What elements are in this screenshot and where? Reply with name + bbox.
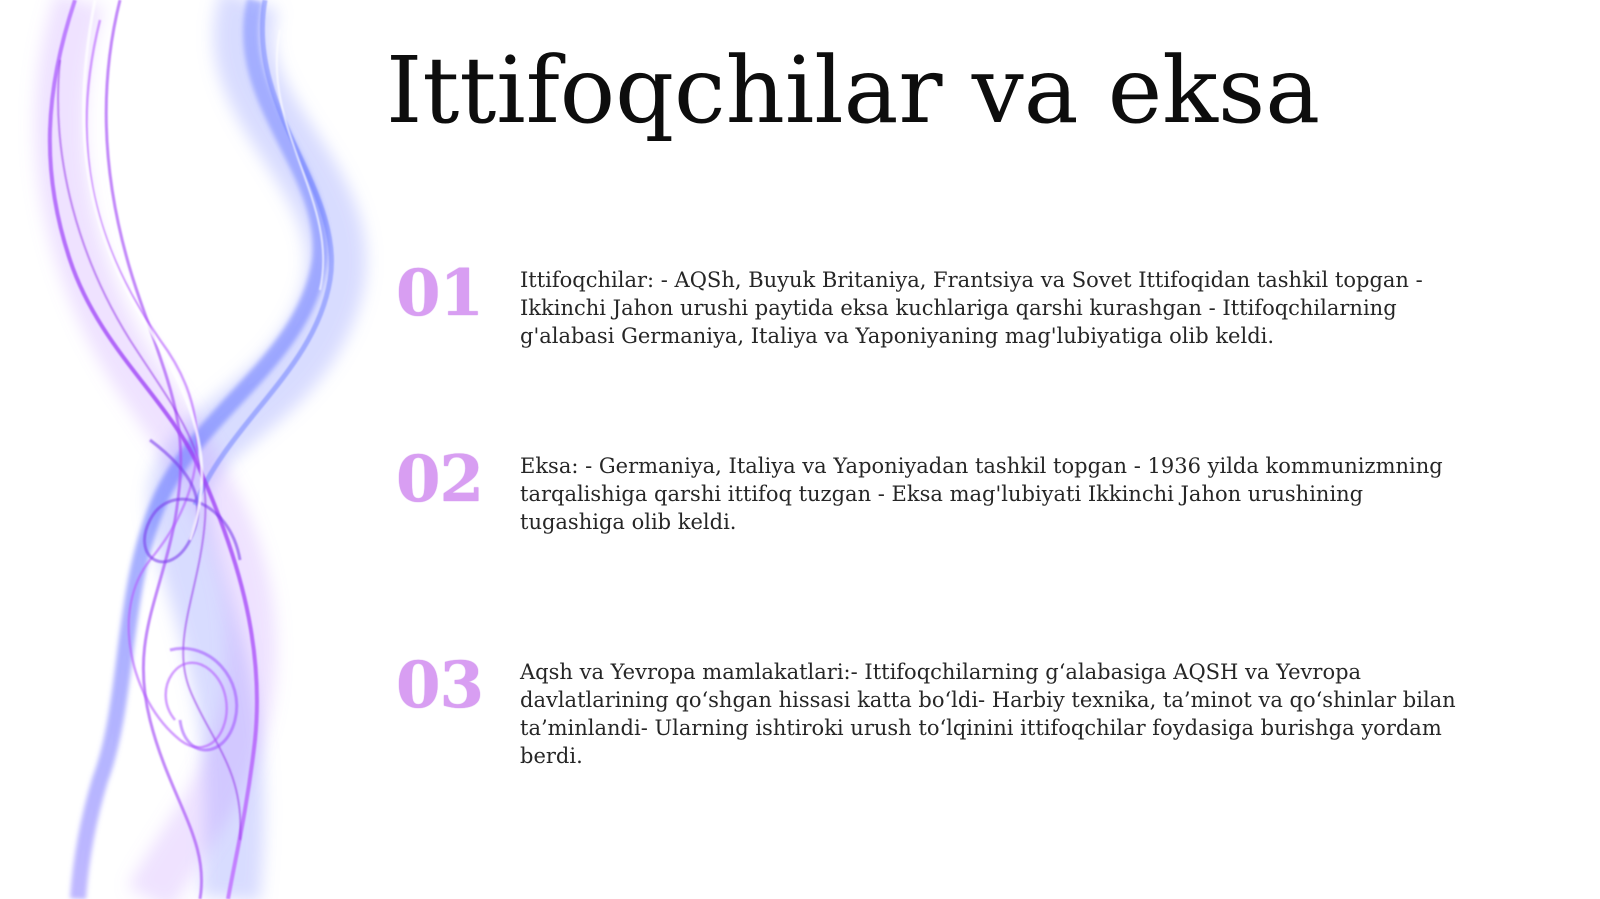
item-text: Ittifoqchilar: - AQSh, Buyuk Britaniya, Frantsiya va Sovet Ittifoqidan tashkil topgan - Ikkinchi Jahon urushi paytida eksa kuchlariga qarshi kurashgan - Ittifoqchilarning g'alabasi Germaniya, Italiya va Yaponiyaning mag'lubiyatiga olib keldi. [520,268,1423,348]
slide-title: Ittifoqchilar va eksa [386,37,1321,144]
item-text: Eksa: - Germaniya, Italiya va Yaponiyadan tashkil topgan - 1936 yilda kommunizmning tarqalishiga qarshi ittifoq tuzgan - Eksa mag'lubiyati Ikkinchi Jahon urushining tugashiga olib keldi. [520,454,1443,534]
item-number: 01 [396,256,484,331]
smoke-decoration [0,0,400,899]
item-number: 02 [396,442,484,517]
item-text: Aqsh va Yevropa mamlakatlari:- Ittifoqchilarning g‘alabasiga AQSH va Yevropa davlatlarining qo‘shgan hissasi katta bo‘ldi- Harbiy texnika, ta’minot va qo‘shinlar bilan ta’minlandi- Ularning ishtiroki urush to‘lqinini ittifoqchilar foydasiga burishga yordam berdi. [520,660,1456,768]
item-number: 03 [396,648,484,723]
